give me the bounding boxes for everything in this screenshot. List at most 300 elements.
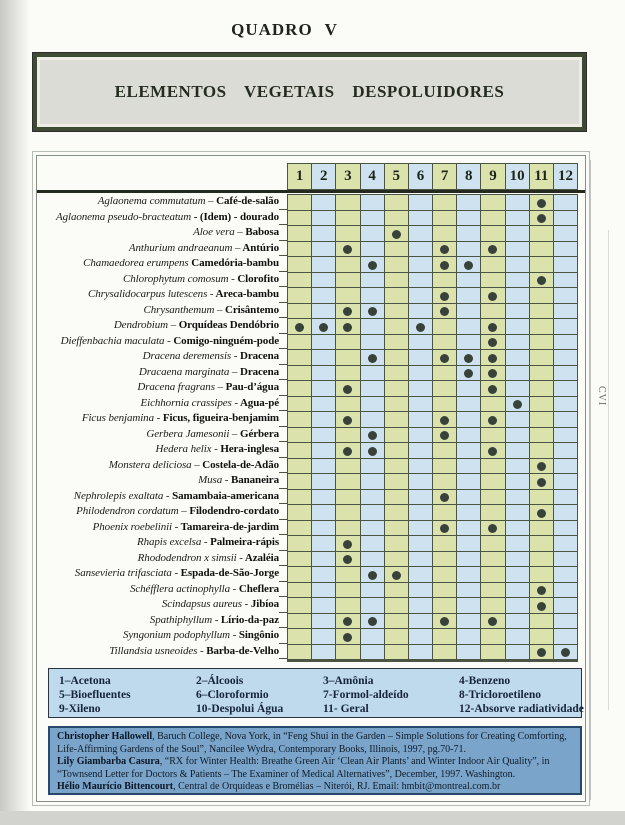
column-header-1: 1 [288,164,312,189]
plant-name [37,256,279,272]
dot-marker [440,431,449,440]
grid-cell [530,335,554,351]
table-row [288,335,577,351]
grid-cell [312,505,336,521]
dot-marker [537,478,546,487]
grid-cell [530,567,554,583]
grid-cell [506,304,530,320]
grid-cell [312,226,336,242]
plant-common-name: Azaléia [242,551,279,564]
plant-scientific-name: Dracena deremensis - [142,350,238,362]
grid-cell [288,536,312,552]
plant-name [37,318,279,334]
grid-cell [409,567,433,583]
grid-cell [530,505,554,521]
plant-name [37,597,279,613]
grid-cell [554,598,577,614]
dot-marker [537,648,546,657]
grid-cell [409,288,433,304]
credit-author: Hélio Maurício Bittencourt [57,781,174,793]
grid-cell [457,211,481,227]
grid-cell [554,567,577,583]
grid-cell [433,567,457,583]
dot-marker [343,617,352,626]
grid-cell [433,226,457,242]
row-tick [279,566,287,582]
plant-common-name: Espada-de-São-Jorge [178,567,279,579]
dot-marker [513,400,522,409]
dot-marker [343,416,352,425]
grid-cell [457,412,481,428]
grid-cell [361,242,385,258]
grid-cell [530,226,554,242]
grid-cell [409,412,433,428]
grid-cell [409,490,433,506]
plant-name [37,194,279,210]
grid-cell [288,211,312,227]
credit-author: Christopher Hallowell [57,731,153,742]
grid-cell [385,381,409,397]
grid-cell [361,552,385,568]
plant-name [37,396,279,412]
row-tick [279,380,287,396]
header-divider [37,190,585,193]
plant-scientific-name: Aglaonema commutatum – [97,195,214,207]
dot-marker [392,230,401,239]
plant-name [37,551,279,567]
grid-cell [288,583,312,599]
grid-cell [554,583,577,599]
dot-marker [368,571,377,580]
row-tick [279,241,287,257]
legend-item: 6–Cloroformio [196,689,269,701]
grid-cell [481,645,505,661]
grid-cell [433,242,457,258]
grid-cell [361,257,385,273]
grid-cell [530,443,554,459]
grid-cell [312,335,336,351]
dot-marker [488,385,497,394]
grid-cell [554,428,577,444]
dot-marker [295,323,304,332]
grid-cell [312,242,336,258]
row-tick-column [279,194,287,662]
plant-scientific-name: Dracaena marginata – [138,365,238,378]
grid-cell [409,536,433,552]
grid-cell [433,428,457,444]
plant-common-name: Comigo-ninguém-pode [170,334,279,347]
grid-cell [312,366,336,382]
grid-cell [457,645,481,661]
grid-cell [457,242,481,258]
grid-cell [361,583,385,599]
grid-cell [481,397,505,413]
legend-item: 12-Absorve radiatividade [459,703,584,715]
table-row [288,629,577,645]
dot-marker [343,540,352,549]
grid-cell [481,490,505,506]
grid-cell [385,474,409,490]
row-tick [279,411,287,427]
plant-name [37,365,279,381]
grid-cell [409,273,433,289]
grid-cell [554,273,577,289]
row-tick [279,582,287,598]
grid-cell [288,397,312,413]
grid-cell [530,583,554,599]
dot-marker [537,199,546,208]
plant-common-name: Filodendro-cordato [186,505,279,517]
grid-cell [481,319,505,335]
grid-cell [409,397,433,413]
plant-names-column [37,194,279,662]
grid-cell [530,288,554,304]
grid-cell [336,195,360,211]
grid-cell [433,397,457,413]
grid-cell [554,242,577,258]
grid-cell [288,567,312,583]
dot-marker [561,648,570,657]
plant-common-name: - (Idem) - dourado [191,210,279,223]
grid-cell [385,490,409,506]
credit-line: Christopher Hallowell, Baruch College, Nova York, in “Feng Shui in the Garden – Simple Solutions for Creating Comforting, [57,731,567,742]
grid-cell [433,598,457,614]
grid-cell [481,195,505,211]
grid-cell [385,598,409,614]
grid-cell [409,304,433,320]
column-header-3: 3 [336,164,360,189]
grid-cell [481,257,505,273]
plant-name [37,442,279,458]
grid-cell [554,490,577,506]
table-row [288,552,577,568]
grid-cell [409,583,433,599]
grid-cell [530,242,554,258]
table-row [288,381,577,397]
grid-cell [312,459,336,475]
row-tick [279,272,287,288]
dot-marker [343,307,352,316]
plant-scientific-name: Anthurium andraeanum – [128,241,241,254]
grid-cell [312,397,336,413]
grid-cell [409,242,433,258]
table-title-box [33,53,586,131]
grid-cell [457,474,481,490]
row-tick [279,551,287,567]
grid-cell [361,428,385,444]
table-title: ELEMENTOS VEGETAIS DESPOLUIDORES [114,82,505,101]
dot-marker [464,354,473,363]
grid-cell [433,583,457,599]
dot-marker [368,617,377,626]
plant-scientific-name: Scindapsus aureus - [161,598,249,610]
column-header-4: 4 [361,164,385,189]
grid-cell [336,443,360,459]
table-row [288,412,577,428]
grid-cell [361,459,385,475]
table-row [288,536,577,552]
plant-scientific-name: Rhododendron x simsii - [137,551,243,564]
grid-cell [361,412,385,428]
dot-marker [488,245,497,254]
grid-cell [312,490,336,506]
grid-cell [530,629,554,645]
grid-cell [433,459,457,475]
grid-cell [409,552,433,568]
grid-cell [336,459,360,475]
grid-cell [433,211,457,227]
table-row [288,397,577,413]
grid-cell [530,521,554,537]
row-tick [279,520,287,536]
dot-marker [319,323,328,332]
grid-cell [385,629,409,645]
grid-cell [409,195,433,211]
column-header-10: 10 [506,164,530,189]
dot-marker [537,214,546,223]
plant-scientific-name: Sansevieria trifasciata - [74,567,179,579]
plant-scientific-name: Chrysalidocarpus lutescens - [87,288,214,300]
table-row [288,645,577,661]
grid-cell [530,304,554,320]
grid-cell [361,397,385,413]
grid-cell [288,350,312,366]
dot-marker [440,416,449,425]
grid-cell [312,319,336,335]
grid-cell [288,319,312,335]
table-row [288,459,577,475]
grid-cell [409,366,433,382]
grid-cell [506,257,530,273]
plant-name [37,225,279,241]
grid-cell [457,443,481,459]
table-row [288,583,577,599]
grid-cell [288,428,312,444]
plant-name [37,349,279,365]
grid-cell [506,583,530,599]
grid-cell [385,366,409,382]
grid-cell [409,521,433,537]
grid-cell [288,257,312,273]
grid-cell [554,366,577,382]
legend-item: 4-Benzeno [459,675,511,687]
grid-cell [288,381,312,397]
grid-cell [336,474,360,490]
grid-cell [312,552,336,568]
plant-name [37,241,279,257]
dot-marker [343,245,352,254]
plant-common-name: Babosa [242,226,279,238]
grid-cell [457,428,481,444]
row-tick [279,287,287,303]
table-row [288,211,577,227]
column-header-9: 9 [481,164,505,189]
grid-cell [385,350,409,366]
plant-scientific-name: Dendrobium – [113,319,177,331]
table-row [288,567,577,583]
grid-cell [433,552,457,568]
grid-cell [312,583,336,599]
grid-cell [554,397,577,413]
dot-marker [343,633,352,642]
grid-cell [457,257,481,273]
grid-cell [481,428,505,444]
grid-cell [554,304,577,320]
grid-cell [361,304,385,320]
grid-cell [530,412,554,428]
plant-common-name: Palmeira-rápis [207,536,279,548]
grid-cell [385,335,409,351]
grid-cell [554,474,577,490]
dot-marker [537,276,546,285]
grid-cell [361,536,385,552]
grid-cell [361,443,385,459]
grid-cell [409,319,433,335]
grid-cell [409,614,433,630]
grid-cell [481,273,505,289]
grid-cell [288,629,312,645]
grid-cell [336,288,360,304]
row-tick [279,458,287,474]
grid-cell [506,412,530,428]
grid-cell [288,273,312,289]
dot-marker [440,292,449,301]
dot-marker [537,509,546,518]
grid-cell [385,412,409,428]
plant-name [37,613,279,629]
plant-common-name: Orquídeas Dendóbrio [176,319,279,331]
grid-cell [506,567,530,583]
table-row [288,474,577,490]
dot-marker [440,617,449,626]
grid-cell [409,443,433,459]
plant-name [37,380,279,396]
grid-cell [554,505,577,521]
plant-name [37,644,279,660]
grid-cell [457,536,481,552]
grid-cell [288,443,312,459]
table-row [288,521,577,537]
row-tick [279,442,287,458]
dot-marker [440,307,449,316]
plant-name [37,535,279,551]
grid-cell [385,443,409,459]
grid-cell [361,381,385,397]
scan-edge-left [0,0,30,825]
grid-cell [433,536,457,552]
grid-cell [288,335,312,351]
grid-cell [530,474,554,490]
grid-cell [385,567,409,583]
grid-cell [457,521,481,537]
grid-cell [481,598,505,614]
plant-scientific-name: Monstera deliciosa – [108,458,200,471]
plant-name [37,473,279,489]
grid-cell [506,366,530,382]
grid-cell [506,226,530,242]
grid-cell [506,381,530,397]
dot-marker [416,323,425,332]
dot-marker [343,447,352,456]
grid-cell [506,335,530,351]
grid-cell [385,211,409,227]
grid-cell [385,242,409,258]
legend-box [48,668,582,718]
plant-name [37,210,279,226]
dot-marker [488,617,497,626]
grid-cell [433,350,457,366]
grid-cell [361,366,385,382]
grid-cell [506,397,530,413]
grid-cell [506,319,530,335]
table-row [288,350,577,366]
grid-cell [385,257,409,273]
grid-cell [312,567,336,583]
grid-cell [481,350,505,366]
grid-cell [457,397,481,413]
grid-cell [481,381,505,397]
plant-scientific-name: Chlorophytum comosum - [123,272,235,285]
plant-common-name: Dracena [237,350,279,362]
grid-cell [506,645,530,661]
grid-cell [385,195,409,211]
grid-cell [409,505,433,521]
plant-name [37,272,279,288]
page-title: QUADRO V [231,20,338,39]
scan-artifact-line [590,160,591,800]
grid-cell [433,319,457,335]
plant-scientific-name: Rhapis excelsa - [136,536,208,548]
grid-cell [409,629,433,645]
dot-marker [464,369,473,378]
plant-scientific-name: Chamaedorea erumpens [83,257,189,269]
table-frame [36,155,586,802]
grid-cell [530,366,554,382]
dot-marker [488,292,497,301]
grid-cell [457,381,481,397]
grid-cell [312,211,336,227]
grid-cell [530,490,554,506]
grid-cell [336,381,360,397]
grid-cell [385,459,409,475]
row-tick [279,256,287,272]
grid-cell [361,645,385,661]
grid-cell [457,614,481,630]
grid-cell [409,598,433,614]
dot-marker [343,323,352,332]
column-header-6: 6 [409,164,433,189]
table-body [37,194,585,662]
grid-cell [336,242,360,258]
grid-cell [288,288,312,304]
row-tick [279,318,287,334]
dot-marker [440,245,449,254]
grid-cell [481,211,505,227]
grid-cell [457,598,481,614]
plant-name [37,303,279,319]
table-row [288,226,577,242]
grid-cell [433,366,457,382]
plant-scientific-name: Dieffenbachia maculata - [60,334,171,347]
table-row [288,257,577,273]
grid-cell [506,490,530,506]
plant-common-name: Jibíoa [248,598,279,610]
grid-cell [481,459,505,475]
grid-cell [361,474,385,490]
row-tick [279,396,287,412]
dot-marker [488,524,497,533]
grid-cell [336,211,360,227]
